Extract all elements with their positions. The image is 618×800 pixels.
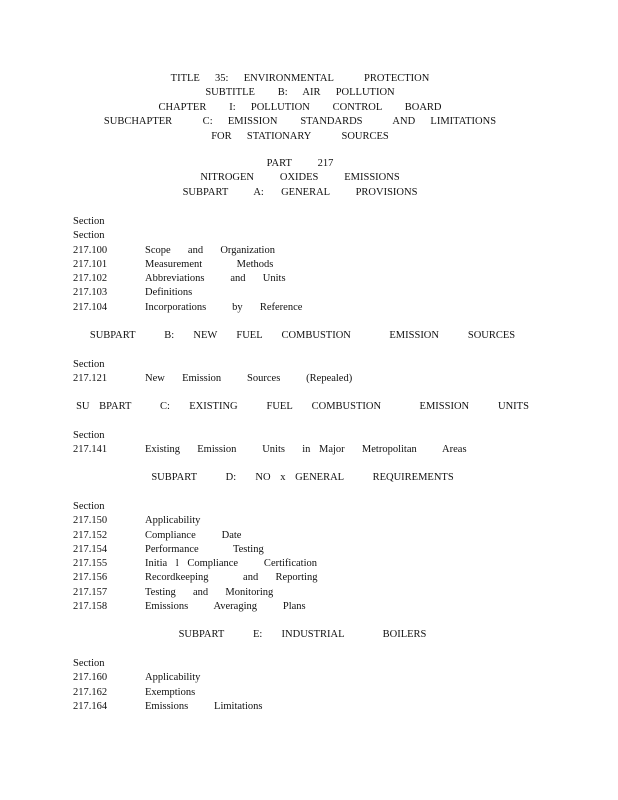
section-title: Compliance Date — [145, 529, 242, 541]
section-number: 217.162 — [73, 686, 108, 698]
section-row — [73, 586, 593, 600]
section-number: 217.157 — [73, 586, 108, 598]
section-number: 217.150 — [73, 515, 108, 527]
section-row — [73, 686, 593, 700]
section-row — [73, 258, 593, 272]
section-number: 217.154 — [73, 543, 108, 555]
section-title: Performance Testing — [145, 543, 264, 555]
section-number: 217.104 — [73, 301, 108, 313]
chapter-line: CHAPTER I: POLLUTION CONTROL BOARD — [158, 101, 442, 113]
section-number: 217.160 — [73, 672, 108, 684]
part-heading — [0, 157, 600, 200]
section-row — [73, 244, 593, 258]
section-title: New Emission Sources (Repealed) — [145, 373, 353, 385]
part-number: PART 217 — [266, 158, 334, 169]
section-row — [73, 600, 593, 614]
section-row — [73, 671, 593, 685]
section-label: Section — [73, 658, 105, 669]
subpart-e-sections — [73, 657, 593, 714]
section-label: Section — [73, 501, 105, 512]
section-title: Definitions — [145, 287, 193, 299]
section-row — [73, 543, 593, 557]
subpart-a-heading: SUBPART A: GENERAL PROVISIONS — [182, 186, 418, 198]
section-number: 217.121 — [73, 373, 108, 385]
section-number: 217.158 — [73, 601, 108, 613]
section-row — [73, 443, 593, 457]
section-number: 217.152 — [73, 529, 108, 541]
subpart-d-sections — [73, 500, 593, 614]
section-title: Measurement Methods — [145, 258, 274, 270]
subpart-d-heading: SUBPART D: NO x GENERAL REQUIREMENTS — [151, 472, 454, 483]
section-row — [73, 514, 593, 528]
section-number: 217.101 — [73, 258, 108, 270]
subtitle-line: SUBTITLE B: AIR POLLUTION — [205, 87, 395, 99]
section-title: Testing and Monitoring — [145, 586, 274, 598]
subpart-b-sections — [73, 358, 593, 387]
subchapter-line-2: FOR STATIONARY SOURCES — [211, 130, 389, 142]
section-label: Section — [73, 230, 105, 242]
subpart-e-heading: SUBPART E: INDUSTRIAL BOILERS — [178, 629, 427, 640]
section-title: Exemptions — [145, 686, 196, 698]
section-row — [73, 571, 593, 585]
part-title: NITROGEN OXIDES EMISSIONS — [200, 172, 400, 184]
section-label: Section — [73, 216, 105, 227]
section-number: 217.102 — [73, 273, 108, 285]
title-header — [0, 72, 600, 144]
subpart-b-heading: SUBPART B: NEW FUEL COMBUSTION EMISSION SOURCES — [89, 330, 516, 341]
section-title: Applicability — [145, 672, 201, 684]
subpart-c-sections — [73, 429, 593, 458]
section-row — [73, 301, 593, 315]
section-row — [73, 372, 593, 386]
subchapter-line: SUBCHAPTER C: EMISSION STANDARDS AND LIMITATIONS — [103, 116, 497, 128]
section-label: Section — [73, 359, 105, 370]
section-title: Applicability — [145, 515, 201, 527]
section-title: Initia l Compliance Certification — [145, 558, 318, 570]
section-title: Emissions Averaging Plans — [145, 601, 306, 613]
section-row — [73, 700, 593, 714]
section-row — [73, 272, 593, 286]
subpart-a-sections — [73, 215, 593, 315]
section-number: 217.155 — [73, 558, 108, 570]
subpart-c-heading: SU BPART C: EXISTING FUEL COMBUSTION EMISSION UNITS — [76, 401, 529, 412]
section-row — [73, 529, 593, 543]
section-row — [73, 286, 593, 300]
section-number: 217.156 — [73, 572, 108, 584]
section-number: 217.100 — [73, 244, 108, 256]
section-title: Scope and Organization — [145, 244, 275, 256]
title-line: TITLE 35: ENVIRONMENTAL PROTECTION — [170, 73, 430, 84]
section-row — [73, 557, 593, 571]
section-title: Recordkeeping and Reporting — [145, 572, 318, 584]
section-number: 217.141 — [73, 444, 108, 456]
section-number: 217.103 — [73, 287, 108, 299]
section-title: Incorporations by Reference — [145, 301, 303, 313]
section-title: Existing Emission Units in Major Metropolitan Areas — [145, 444, 467, 456]
section-label: Section — [73, 430, 105, 441]
section-number: 217.164 — [73, 700, 108, 712]
section-title: Emissions Limitations — [145, 700, 263, 712]
section-title: Abbreviations and Units — [145, 273, 286, 285]
